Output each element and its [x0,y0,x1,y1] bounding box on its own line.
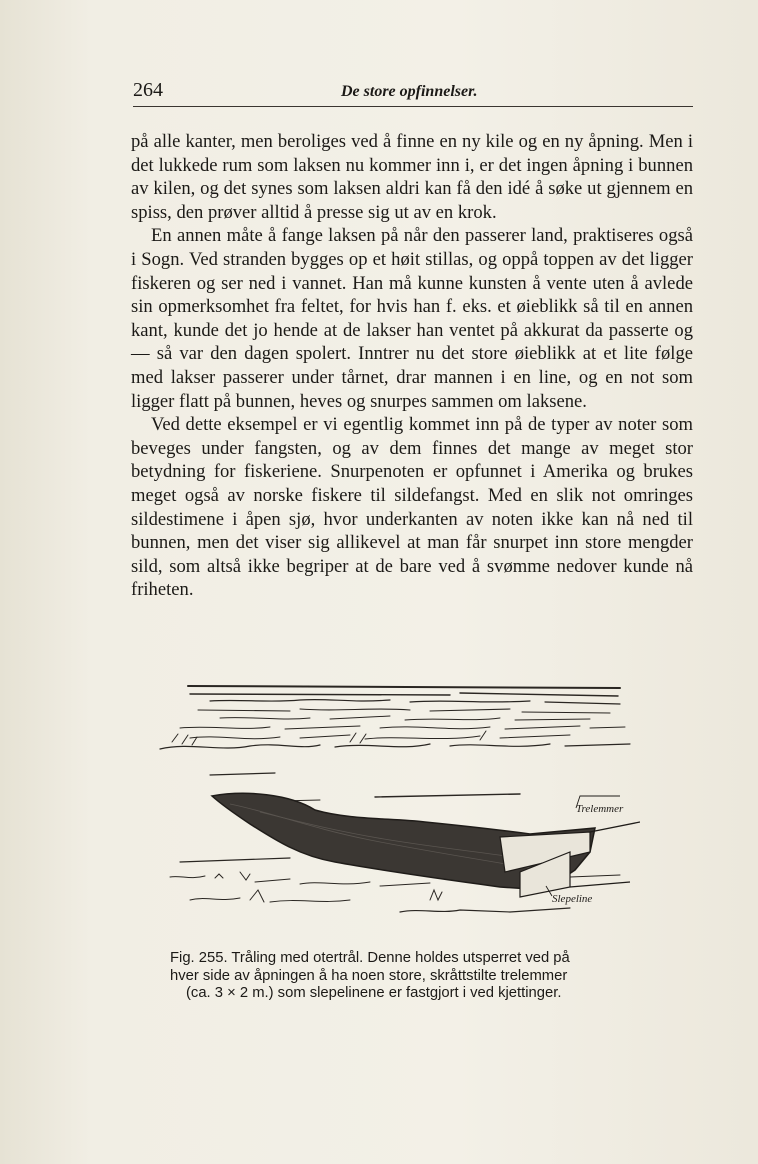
caption-line-2: hver side av åpningen å ha noen store, skråttstilte trelemmer [170,967,568,984]
paragraph-2: En annen måte å fange laksen på når den passerer land, praktiseres også i Sogn. Ved stranden bygges op et høit stillas, og oppå toppen av det ligger fiskeren og ser ned i vannet. Han må kunne kunsten å vente uten å avlede sin opmerksomhet fra feltet, for hvis han f. eks. et øieblikk så til en annen kant, kunde det jo hende at de lakser han ventet på akkurat da passerte og — så var den dagen spolert. Inntrer nu det store øieblikk at et lite følge med lakser passerer under tårnet, drar mannen i en line, og en not som ligger flatt på bunnen, heves og snurpes sammen om laksene. [131,225,693,412]
water-surface [160,686,630,749]
label-trelemmer: Trelemmer [576,803,624,815]
label-slepeline: Slepeline [552,893,593,905]
paragraph-1: på alle kanter, men beroliges ved å finne en ny kile og en ny åpning. Men i det lukkede rum som laksen nu kommer inn i, er det ingen åpning i bunnen av kilen, og det synes som laksen aldri kan få den idé å søke ut gjennem en spiss, den prøver alltid å presse sig ut av en krok. [131,131,693,223]
caption-line-1: Fig. 255. Tråling med otertrål. Denne holdes utsperret ved på [170,950,570,966]
caption-line-3: (ca. 3 × 2 m.) som slepelinene er fastgjort i ved kjettinger. [186,985,562,1001]
running-title: De store opfinnelser. [341,83,478,100]
paragraph-3: Ved dette eksempel er vi egentlig kommet inn på de typer av noter som beveges under fangsten, og av dem finnes det mange av meget stor betydning for fiskeriene. Snurpenoten er opfunnet i Amerika og brukes meget også av norske fiskere til sildefangst. Med en slik not omringes sildestimene i åpen sjø, hvor underkanten av noten ikke kan nå ned til bunnen, men det viser sig allikevel at man får snurpet inn store mengder sild, som altså ikke begriper at de bare ved å svømme nedover kunde nå friheten. [131,414,693,601]
trawl-illustration [150,672,640,937]
page-header [133,78,693,107]
figure-caption [170,950,642,1003]
page-number: 264 [133,79,163,101]
body-text [131,130,693,602]
